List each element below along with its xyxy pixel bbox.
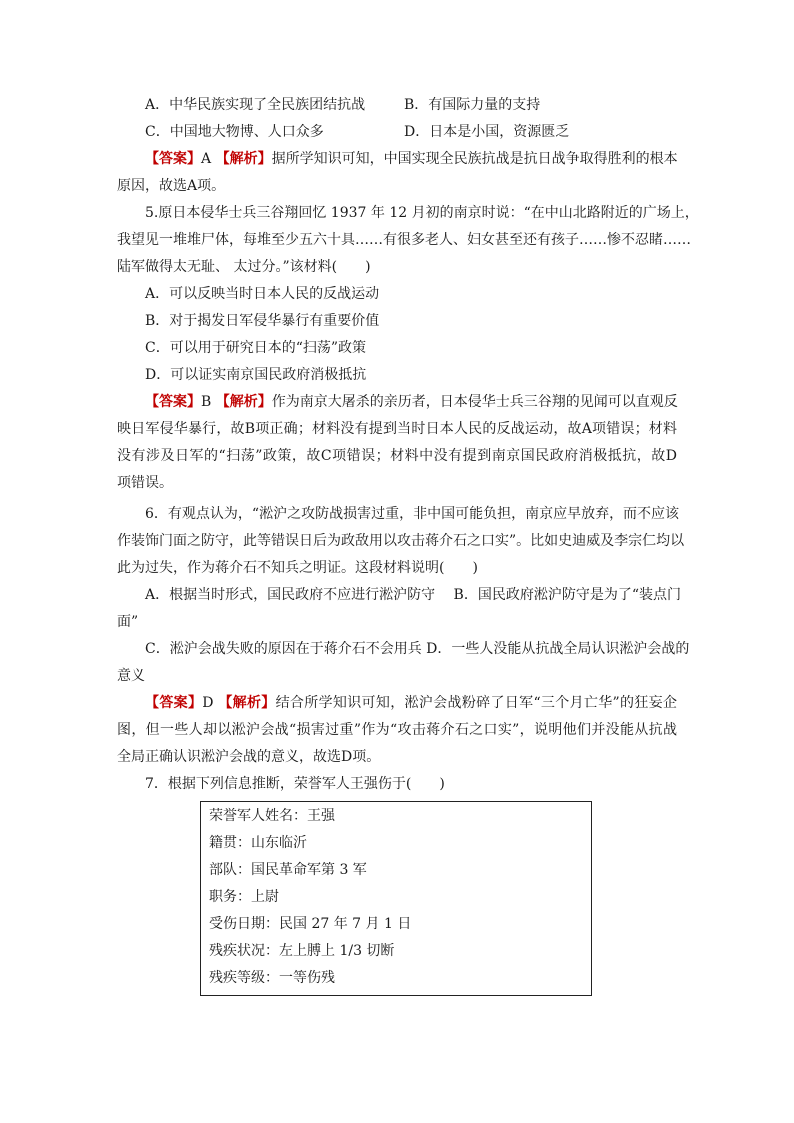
q6-analysis-text-2: 图，但一些人却以淞沪会战“损害过重”作为“攻击蒋介石之口实”，说明他们并没能从抗战 [117, 722, 677, 738]
q4-option-b: B．有国际力量的支持 [404, 97, 541, 113]
q5-analysis-text-4: 项错误。 [117, 475, 173, 491]
card-unit-row: 部队：国民革命军第 3 军 [209, 862, 367, 878]
q6-answer-line [145, 693, 677, 713]
q4-option-a: A．中华民族实现了全民族团结抗战 [145, 97, 366, 113]
q5-option-d: D．可以证实南京国民政府消极抵抗 [145, 367, 367, 383]
analysis-tag: 【解析】 [218, 695, 276, 711]
q6-analysis-text-3: 全局正确认识淞沪会战的意义，故选D项。 [117, 749, 381, 765]
answer-tag: 【答案】 [145, 394, 201, 410]
answer-letter: A [201, 151, 212, 167]
q5-option-a: A．可以反映当时日本人民的反战运动 [145, 286, 380, 302]
q4-analysis-text-1: 据所学知识可知，中国实现全民族抗战是抗日战争取得胜利的根本 [271, 151, 678, 167]
veteran-info-card [200, 801, 592, 996]
q5-analysis-text-2: 映日军侵华暴行，故B项正确；材料没有提到当时日本人民的反战运动，故A项错误；材料 [117, 421, 677, 437]
q5-option-b: B．对于揭发日军侵华暴行有重要价值 [145, 313, 380, 329]
q6-stem-line-2: 作装饰门面之防守，此等错误日后为政敌用以攻击蒋介石之口实”。比如史迪威及李宗仁均以 [117, 533, 685, 549]
card-hometown-row: 籍贯：山东临沂 [209, 835, 307, 851]
analysis-tag: 【解析】 [215, 151, 272, 167]
q5-stem-line-3: 陆军做得太无耻、 太过分。”该材料( ) [117, 259, 371, 275]
answer-tag: 【答案】 [145, 151, 201, 167]
analysis-tag: 【解析】 [215, 394, 272, 410]
q4-answer-line [145, 149, 678, 169]
q7-stem: 7．根据下列信息推断，荣誉军人王强伤于( ) [145, 776, 445, 792]
q6-analysis-text-1: 结合所学知识可知，淞沪会战粉碎了日军“三个月亡华”的狂妄企 [275, 695, 677, 711]
card-disability-status-row: 残疾状况：左上膊上 1/3 切断 [209, 943, 395, 959]
q5-analysis-text-3: 没有涉及日军的“扫荡”政策，故C项错误；材料中没有提到南京国民政府消极抵抗，故D [117, 448, 677, 464]
card-injury-date-row: 受伤日期：民国 27 年 7 月 1 日 [209, 916, 412, 932]
card-disability-grade-row: 残疾等级：一等伤残 [209, 970, 335, 986]
answer-letter: B [201, 394, 212, 410]
q6-option-cd-line-2: 意义 [117, 668, 145, 684]
answer-tag: 【答案】 [145, 695, 203, 711]
q6-option-cd-line-1: C．淞沪会战失败的原因在于蒋介石不会用兵 D．一些人没能从抗战全局认识淞沪会战的 [145, 641, 690, 657]
q6-option-ab-line-1: A．根据当时形式，国民政府不应进行淞沪防守 B．国民政府淞沪防守是为了“装点门 [145, 587, 682, 603]
answer-letter: D [202, 695, 214, 711]
q6-stem-line-1: 6．有观点认为，“淞沪之攻防战损害过重，非中国可能负担，南京应早放弃，而不应该 [145, 506, 680, 522]
q5-answer-line [145, 392, 677, 412]
q6-stem-line-3: 此为过失，作为蒋介石不知兵之明证。这段材料说明( ) [117, 560, 478, 576]
q5-stem-line-2: 我望见一堆堆尸体，每堆至少五六十具……有很多老人、妇女甚至还有孩子……惨不忍睹…… [117, 232, 691, 248]
q5-analysis-text-1: 作为南京大屠杀的亲历者，日本侵华士兵三谷翔的见闻可以直观反 [271, 394, 678, 410]
q5-option-c: C．可以用于研究日本的“扫荡”政策 [145, 340, 367, 356]
q4-option-c: C．中国地大物博、人口众多 [145, 124, 324, 140]
q5-stem-line-1: 5.原日本侵华士兵三谷翔回忆 1937 年 12 月初的南京时说：“在中山北路附近的广场上， [145, 205, 699, 221]
q4-analysis-text-2: 原因，故选A项。 [117, 178, 226, 194]
card-rank-row: 职务：上尉 [209, 889, 279, 905]
q4-option-d: D．日本是小国，资源匮乏 [404, 124, 570, 140]
q6-option-ab-line-2: 面” [117, 614, 139, 630]
card-name-row: 荣誉军人姓名：王强 [209, 808, 335, 824]
